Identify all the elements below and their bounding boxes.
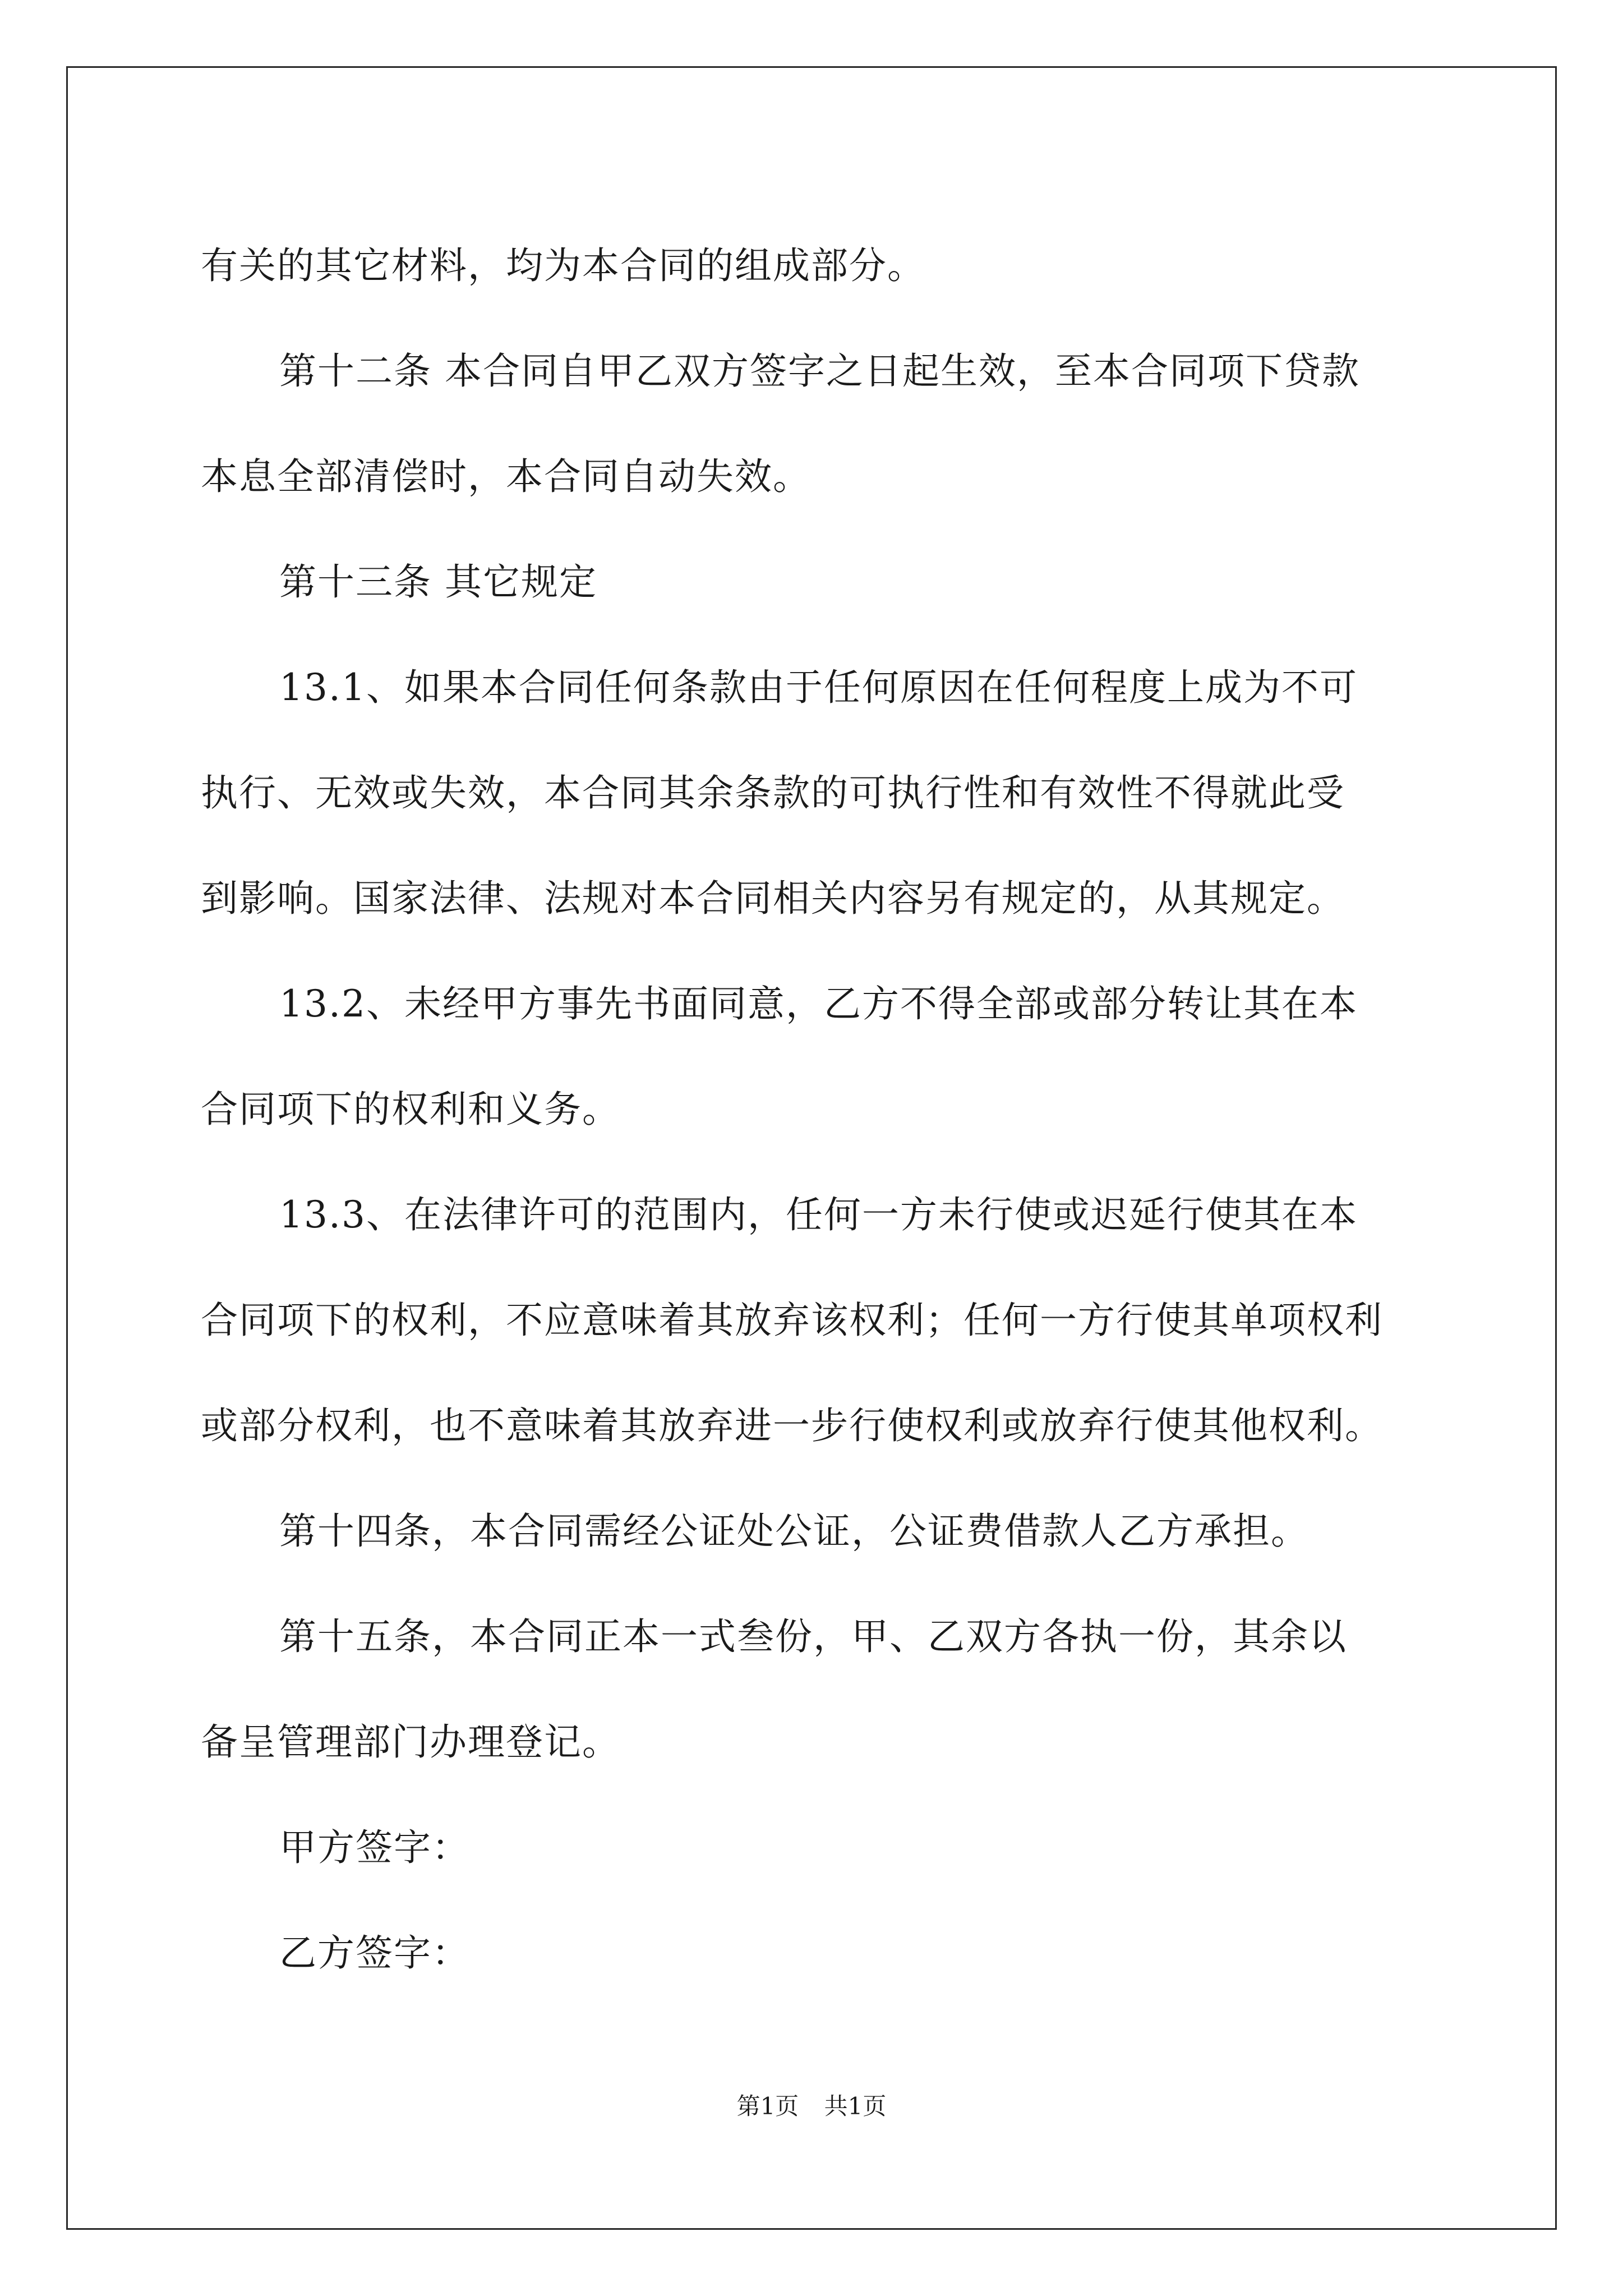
contract-line: 合同项下的权利和义务。 (201, 1088, 620, 1131)
contract-line: 13.2、未经甲方事先书面同意，乙方不得全部或部分转让其在本 (279, 982, 1358, 1025)
contract-line: 13.3、在法律许可的范围内，任何一方未行使或迟延行使其在本 (279, 1193, 1358, 1236)
contract-line: 到影响。国家法律、法规对本合同相关内容另有规定的，从其规定。 (201, 877, 1345, 920)
contract-line: 有关的其它材料，均为本合同的组成部分。 (201, 244, 925, 287)
contract-line: 合同项下的权利，不应意味着其放弃该权利；任何一方行使其单项权利 (201, 1299, 1383, 1342)
party-b-signature-label: 乙方签字： (279, 1931, 470, 1975)
party-a-signature-label: 甲方签字： (279, 1826, 470, 1869)
contract-line: 本息全部清偿时，本合同自动失效。 (201, 455, 811, 498)
document-body (201, 213, 1440, 2006)
contract-line: 第十五条，本合同正本一式叁份，甲、乙双方各执一份，其余以 (279, 1615, 1347, 1658)
page-number: 第1页 (736, 2092, 799, 2120)
contract-line: 或部分权利，也不意味着其放弃进一步行使权利或放弃行使其他权利。 (201, 1404, 1383, 1447)
contract-line: 第十二条 本合同自甲乙双方签字之日起生效，至本合同项下贷款 (279, 349, 1360, 393)
section-heading: 第十三条 其它规定 (279, 560, 597, 604)
page-footer (0, 2088, 1623, 2122)
contract-line: 执行、无效或失效，本合同其余条款的可执行性和有效性不得就此受 (201, 771, 1345, 815)
contract-line: 13.1、如果本合同任何条款由于任何原因在任何程度上成为不可 (279, 666, 1358, 709)
contract-line: 第十四条，本合同需经公证处公证，公证费借款人乙方承担。 (279, 1510, 1309, 1553)
page-total: 共1页 (824, 2092, 887, 2120)
contract-line: 备呈管理部门办理登记。 (201, 1720, 620, 1764)
